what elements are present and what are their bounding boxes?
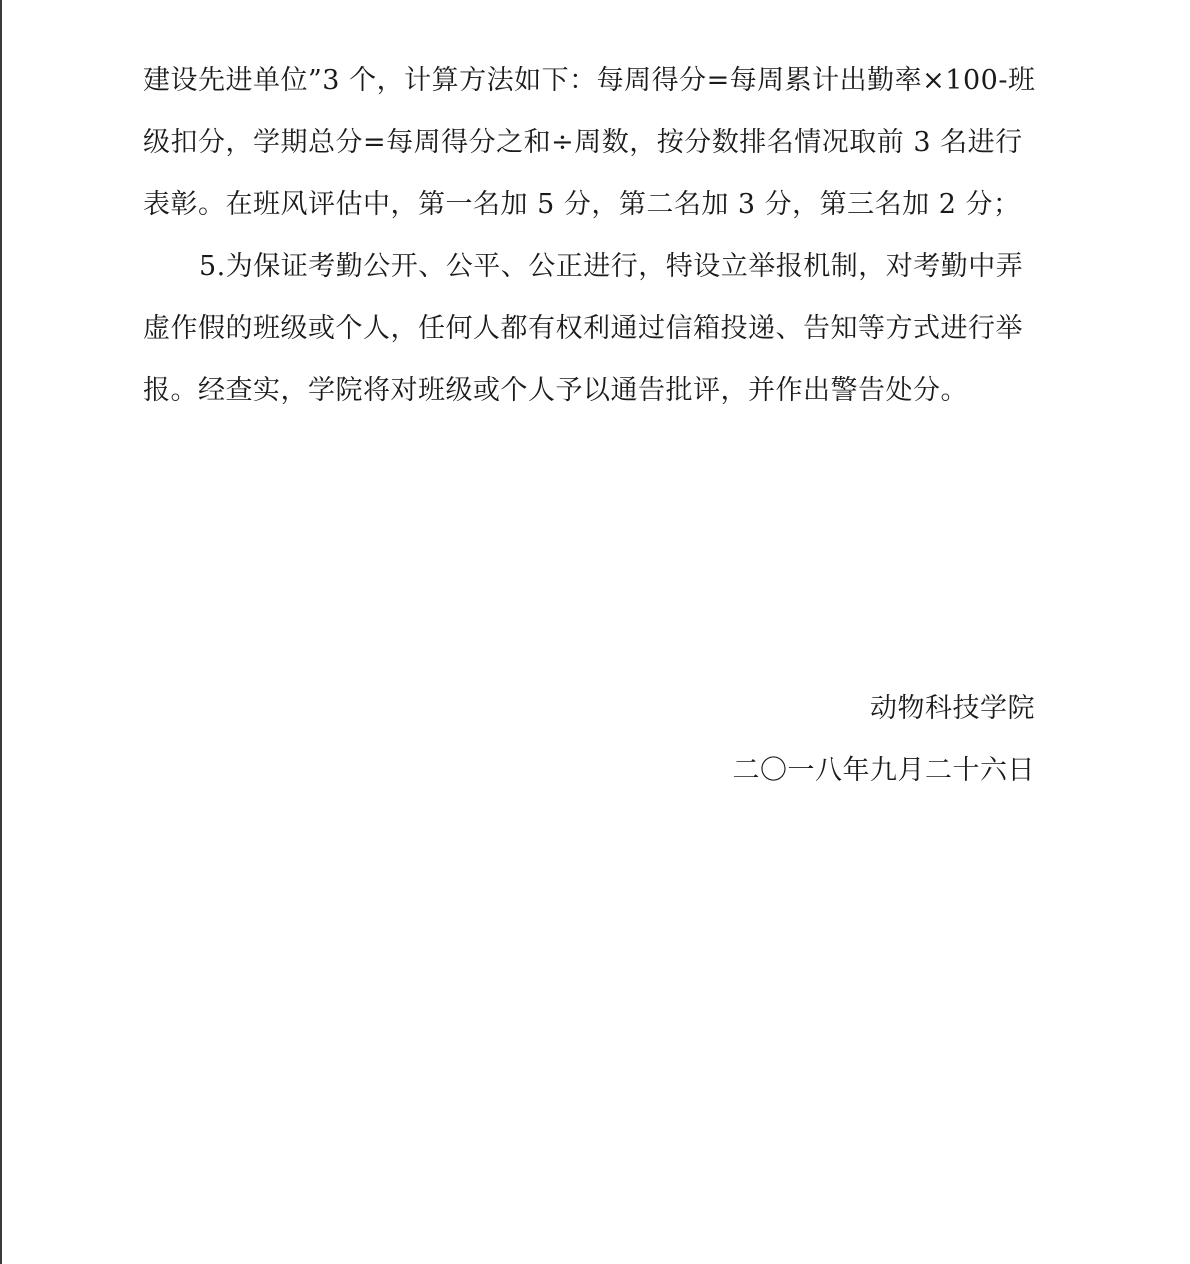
paragraph-line: 虚作假的班级或个人，任何人都有权利通过信箱投递、告知等方式进行举: [143, 313, 1023, 344]
paragraph-line: 报。经查实，学院将对班级或个人予以通告批评，并作出警告处分。: [143, 375, 968, 406]
page-left-edge: [0, 0, 2, 1264]
paragraph-line: 5.为保证考勤公开、公平、公正进行，特设立举报机制，对考勤中弄: [199, 251, 1024, 282]
document-page: [143, 50, 1043, 422]
signature-date: 二〇一八年九月二十六日: [732, 755, 1035, 786]
paragraph-5: [143, 236, 1043, 422]
paragraph-line: 表彰。在班风评估中，第一名加 5 分，第二名加 3 分，第三名加 2 分；: [143, 189, 1021, 220]
signature-organization: 动物科技学院: [870, 693, 1035, 724]
paragraph-line: 建设先进单位”3 个，计算方法如下：每周得分=每周累计出勤率×100-班: [143, 65, 1036, 96]
paragraph-4-continued: [143, 50, 1043, 236]
paragraph-line: 级扣分，学期总分=每周得分之和÷周数，按分数排名情况取前 3 名进行: [143, 127, 1023, 158]
